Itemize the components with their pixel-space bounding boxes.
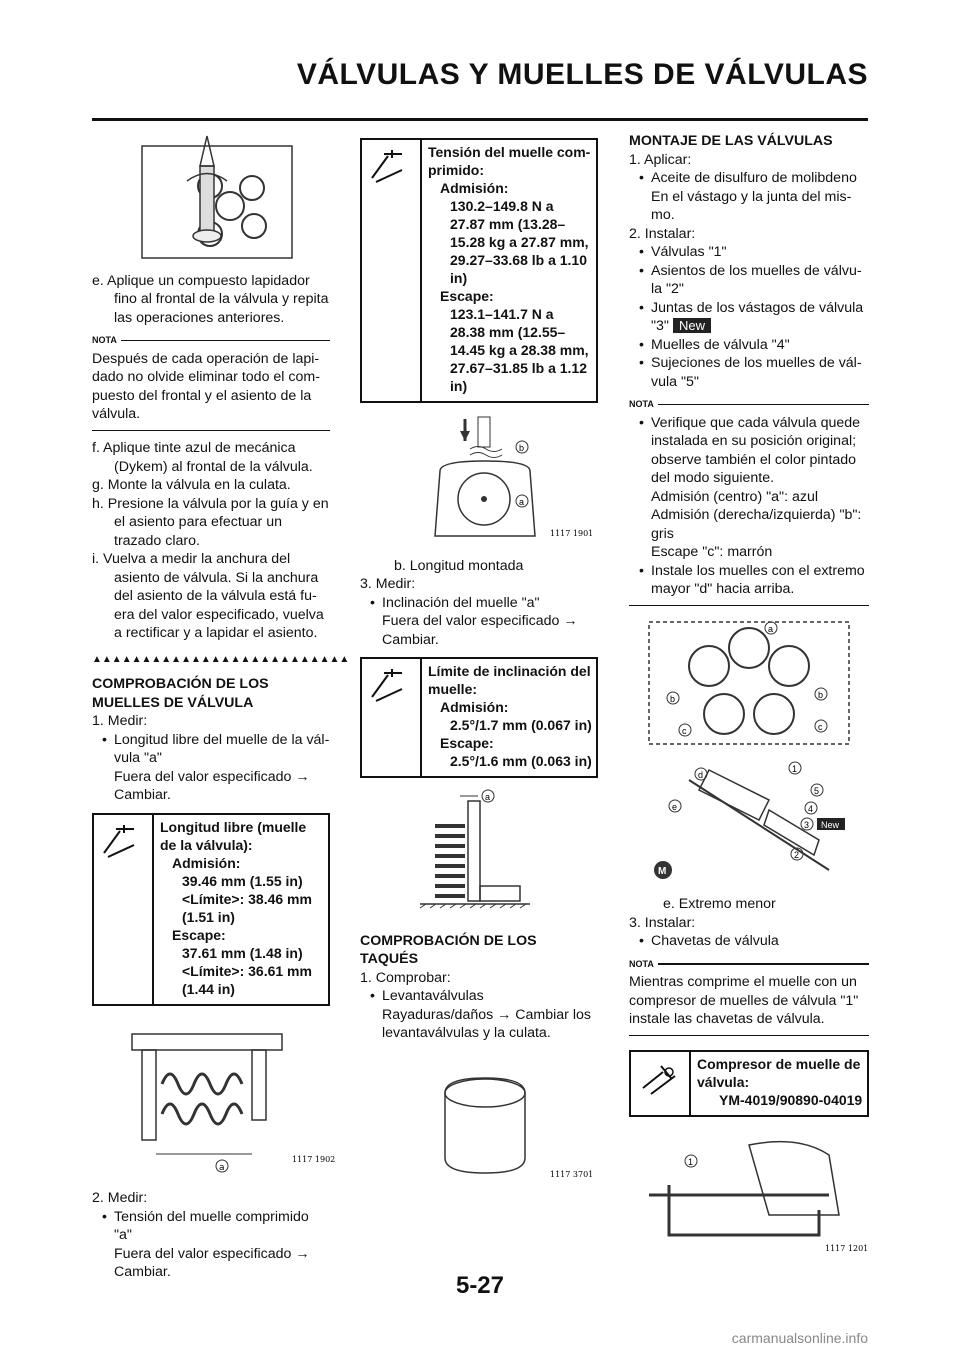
figure-code: 1117 1902 [292, 1154, 336, 1164]
spec-value: 2.5°/1.6 mm (0.063 in) [450, 753, 592, 769]
step-f: f. Aplique tinte azul de mecánica (Dykem) al frontal de la válvula. [92, 440, 313, 475]
nota-text: Después de cada operación de lapi-dado no olvide eliminar todo el com-puesto del frontal y el asiento de la válvula. [92, 350, 320, 422]
section-heading: COMPROBACIÓN DE LOS TAQUÉS [360, 932, 537, 967]
svg-text:a: a [519, 497, 525, 507]
valve-lapping-figure [92, 126, 330, 266]
step-e: e. Aplique un compuesto lapidador fino al frontal de la válvula y repita las operaciones anteriores. [92, 272, 329, 326]
valve-assembly-diagram [629, 760, 869, 890]
caliper-icon [362, 146, 418, 186]
svg-text:2: 2 [794, 849, 800, 860]
spec-value: 123.1–141.7 N a 28.38 mm (12.55–14.45 kg a 28.38 mm, 27.67–31.85 lb a 1.12 in) [450, 306, 589, 394]
measure-step-1: 1. Medir: [92, 713, 148, 729]
caliper-icon [362, 665, 418, 705]
install-item: • Juntas de los vástagos de válvula "3" New [629, 299, 869, 336]
nota-text: Mientras comprime el muelle con un compresor de muelles de válvula "1" instale las chavetas de válvula. [629, 974, 859, 1027]
spec-title: Longitud libre (muelle de la válvula): [160, 818, 307, 853]
section-heading: COMPROBACIÓN DE LOS MUELLES DE VÁLVULA [92, 676, 269, 711]
step-h: h. Presione la válvula por la guía y en el asiento para efectuar un trazado claro. [92, 495, 329, 549]
measure-note: Fuera del valor especificado → Cambiar. [114, 1245, 310, 1280]
spec-label: Admisión: [440, 180, 509, 196]
svg-text:5: 5 [814, 785, 820, 796]
check-note: Rayaduras/daños → Cambiar los levantaválvulas y la culata. [382, 1006, 591, 1041]
nota-end-rule [629, 605, 869, 607]
spec-title: Compresor de muelle de válvula: [697, 1056, 861, 1090]
svg-text:4: 4 [808, 803, 814, 814]
svg-text:b: b [519, 443, 525, 453]
spec-label: Admisión: [172, 854, 241, 871]
svg-text:1: 1 [688, 1157, 694, 1167]
svg-text:c: c [818, 722, 823, 732]
nota-line: Admisión (centro) "a": azul [651, 488, 818, 505]
check-item: • Levantaválvulas [360, 987, 598, 1006]
svg-text:b: b [670, 694, 676, 704]
measure-step-2: 2. Medir: [92, 1190, 148, 1206]
figure-code: 1117 3701 [550, 1169, 594, 1179]
nota-line: Escape "c": marrón [651, 544, 773, 560]
svg-text:c: c [682, 726, 687, 736]
svg-text:3: 3 [804, 819, 810, 830]
nota-header: NOTA [629, 395, 869, 414]
page-number: 5-27 [455, 1272, 505, 1299]
install-note: En el vástago y la junta del mis-mo. [651, 188, 852, 223]
spec-limit: <Límite>: 38.46 mm (1.51 in) [182, 890, 312, 925]
header-rule [92, 118, 868, 121]
install-step-2: 2. Instalar: [629, 225, 696, 242]
install-step-3: 3. Instalar: [629, 914, 696, 931]
spec-box-compressed-tension [360, 138, 598, 403]
install-item: • Asientos de los muelles de válvu-la "2" [629, 262, 869, 299]
spec-label: Escape: [440, 735, 494, 751]
nota-header: NOTA [92, 331, 330, 350]
spec-box-inclination [360, 657, 598, 778]
nota-end-rule [92, 430, 330, 432]
column-2 [360, 126, 598, 1198]
spec-title: Límite de inclinación del muelle: [428, 663, 591, 697]
spec-value: 2.5°/1.7 mm (0.067 in) [450, 717, 592, 733]
end-separator: ▲▲▲▲▲▲▲▲▲▲▲▲▲▲▲▲▲▲▲▲▲▲▲▲▲▲ [92, 653, 350, 665]
step-i: i. Vuelva a medir la anchura del asiento de válvula. Si la anchura del asiento de la válvula está fu-era del valor especificado, vuelva a rectificar y a lapidar el asiento. [92, 551, 324, 641]
measure-item: • Tensión del muelle comprimido "a" [92, 1208, 330, 1245]
svg-text:b: b [818, 690, 824, 700]
measure-step-3: 3. Medir: [360, 576, 416, 592]
svg-text:d: d [698, 769, 704, 780]
install-item: • Chavetas de válvula [629, 932, 869, 951]
valve-color-diagram [629, 614, 869, 754]
spec-value: 37.61 mm (1.48 in) [182, 944, 303, 961]
install-item: • Muelles de válvula "4" [629, 336, 869, 355]
spec-box-compressor-tool [629, 1050, 869, 1117]
measure-note: Fuera del valor especificado → Cambiar. [382, 613, 578, 648]
check-step-1: 1. Comprobar: [360, 969, 451, 986]
svg-text:a: a [485, 792, 491, 802]
install-item: • Aceite de disulfuro de molibdeno [629, 169, 869, 188]
measure-item: • Longitud libre del muelle de la vál-vula "a" [92, 731, 330, 768]
figure-code: 1117 1201 [825, 1244, 869, 1253]
new-badge: New [821, 819, 840, 830]
nota-bullet: • Verifique que cada válvula quede instalada en su posición original; observe también el color pintado del modo siguiente. [629, 414, 869, 488]
svg-text:a: a [768, 624, 774, 634]
spec-label: Admisión: [440, 699, 509, 715]
nota-line: Admisión (derecha/izquierda) "b": gris [651, 507, 862, 542]
column-1 [92, 126, 350, 1282]
measure-note: Fuera del valor especificado → Cambiar. [114, 768, 310, 803]
install-step-1: 1. Aplicar: [629, 151, 692, 168]
svg-text:a: a [219, 1162, 225, 1173]
install-item: • Sujeciones de los muelles de vál-vula "5" [629, 354, 869, 391]
spec-value: 39.46 mm (1.55 in) [182, 872, 303, 889]
measure-item: • Inclinación del muelle "a" [360, 594, 598, 613]
svg-text:e: e [672, 801, 678, 812]
step-g: g. Monte la válvula en la culata. [92, 477, 291, 493]
svg-text:M: M [658, 865, 667, 877]
spec-limit: <Límite>: 36.61 mm (1.44 in) [182, 962, 312, 997]
spring-scale-figure [360, 411, 598, 551]
svg-text:1: 1 [792, 763, 798, 774]
spec-value: 130.2–149.8 N a 27.87 mm (13.28–15.28 kg a 27.87 mm, 29.27–33.68 lb a 1.10 in) [450, 198, 589, 286]
nota-end-rule [629, 1035, 869, 1037]
column-3 [629, 126, 869, 1271]
watermark: carmanualsonline.info [731, 1330, 868, 1346]
nota-bullet: • Instale los muelles con el extremo mayor "d" hacia arriba. [629, 562, 869, 599]
spring-squareness-figure [360, 786, 598, 926]
spec-label: Escape: [440, 288, 494, 304]
spec-box-free-length [92, 813, 330, 1006]
install-item: • Válvulas "1" [629, 243, 869, 262]
caption-b: b. Longitud montada [394, 557, 524, 574]
caption-e: e. Extremo menor [663, 896, 776, 912]
nota-header: NOTA [629, 955, 869, 974]
valve-lifter-figure [360, 1043, 598, 1193]
figure-code: 1117 1901 [550, 529, 594, 538]
tool-icon [631, 1058, 687, 1098]
caliper-icon [94, 821, 150, 861]
spec-title: Tensión del muelle com-primido: [428, 144, 591, 178]
section-heading: MONTAJE DE LAS VÁLVULAS [629, 133, 833, 149]
spec-label: Escape: [172, 926, 226, 943]
spec-value: YM-4019/90890-04019 [719, 1092, 863, 1108]
caliper-spring-figure [92, 1014, 336, 1184]
valve-spring-compressor-figure [629, 1125, 869, 1265]
page-title: VÁLVULAS Y MUELLES DE VÁLVULAS [296, 58, 868, 91]
new-badge: New [673, 318, 711, 333]
